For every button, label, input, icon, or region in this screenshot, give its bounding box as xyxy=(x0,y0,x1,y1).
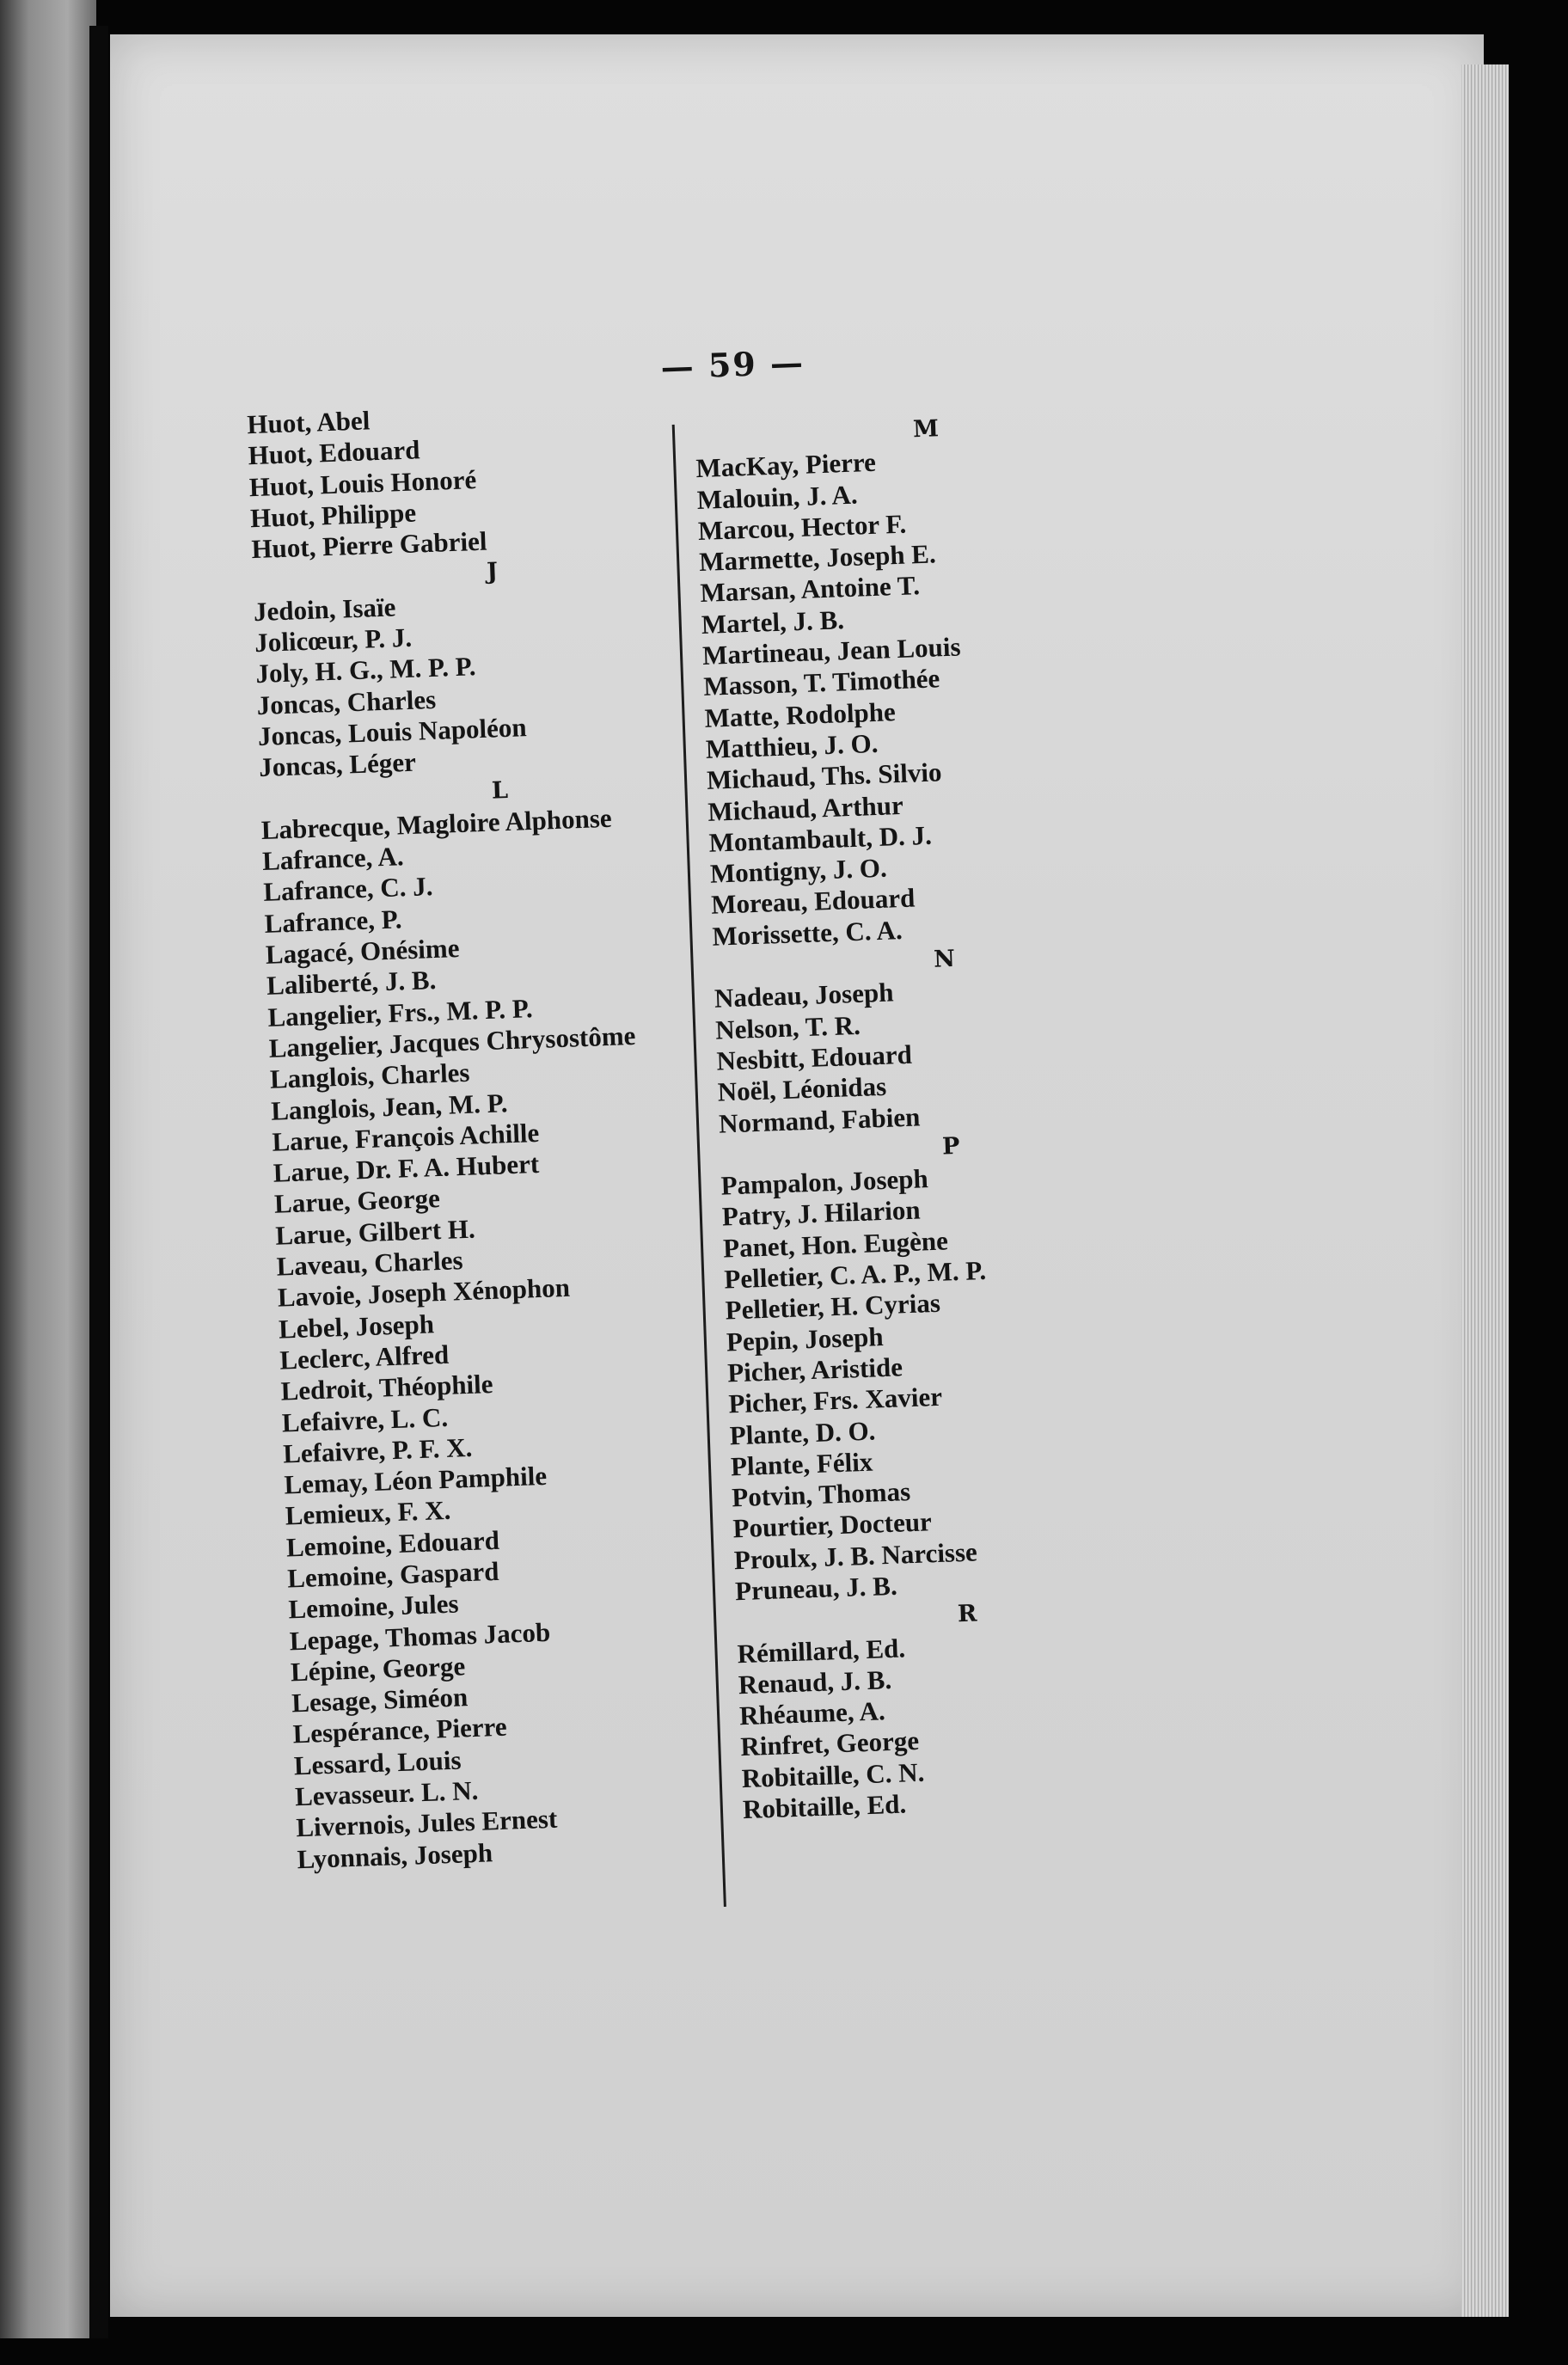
name-entry: MacKay, Pierre xyxy=(695,447,877,484)
name-entry: Renaud, J. B. xyxy=(738,1663,892,1700)
name-entry: Montigny, J. O. xyxy=(709,852,888,889)
name-entry: Larue, George xyxy=(273,1183,441,1220)
name-entry: Langelier, Jacques Chrysostôme xyxy=(268,1020,636,1063)
name-entry: Matte, Rodolphe xyxy=(704,695,897,733)
name-entry: Larue, Gilbert H. xyxy=(274,1213,476,1251)
name-entry: Normand, Fabien xyxy=(718,1100,921,1139)
name-entry: Lemoine, Edouard xyxy=(285,1524,500,1563)
name-entry: Noël, Léonidas xyxy=(717,1071,887,1107)
section-letter-heading: J xyxy=(486,558,500,586)
name-entry: Jedoin, Isaïe xyxy=(253,591,396,627)
name-entry: Lepage, Thomas Jacob xyxy=(289,1616,551,1656)
name-entry: Lafrance, C. J. xyxy=(262,871,434,908)
name-entry: Labrecque, Magloire Alphonse xyxy=(260,802,613,845)
name-entry: Plante, Félix xyxy=(730,1446,873,1482)
name-entry: Proulx, J. B. Narcisse xyxy=(733,1536,978,1575)
name-entry: Pelletier, H. Cyrias xyxy=(725,1288,941,1326)
name-entry: Joncas, Louis Napoléon xyxy=(257,712,528,752)
name-entry: Michaud, Ths. Silvio xyxy=(706,757,942,796)
name-entry: Pampalon, Joseph xyxy=(720,1163,929,1201)
name-entry: Panet, Hon. Eugène xyxy=(722,1225,949,1264)
section-letter-heading: L xyxy=(491,776,511,805)
right-name-column xyxy=(695,406,1208,1825)
name-entry: Lesage, Siméon xyxy=(291,1682,469,1719)
name-entry: Leclerc, Alfred xyxy=(279,1339,450,1375)
name-entry: Langelier, Frs., M. P. P. xyxy=(266,992,534,1032)
name-entry: Morissette, C. A. xyxy=(711,914,903,952)
name-entry: Michaud, Arthur xyxy=(707,789,904,827)
name-entry: Lafrance, P. xyxy=(264,904,403,939)
name-entry: Martineau, Jean Louis xyxy=(701,631,962,671)
name-entry: Laliberté, J. B. xyxy=(266,965,437,1002)
name-entry: Pepin, Joseph xyxy=(726,1320,885,1357)
name-entry: Robitaille, Ed. xyxy=(742,1788,907,1825)
section-letter-heading: P xyxy=(941,1132,962,1161)
name-entry: Joly, H. G., M. P. P. xyxy=(254,651,477,689)
name-entry: Huot, Philippe xyxy=(249,497,417,534)
name-entry: Lavoie, Joseph Xénophon xyxy=(277,1272,571,1313)
section-letter-heading: M xyxy=(912,415,941,444)
name-entry: Joncas, Charles xyxy=(256,683,437,720)
name-entry: Lemay, Léon Pamphile xyxy=(283,1460,548,1500)
name-entry: Huot, Louis Honoré xyxy=(248,463,477,502)
name-entry: Matthieu, J. O. xyxy=(705,727,879,764)
name-entry: Pelletier, C. A. P., M. P. xyxy=(723,1254,987,1295)
name-entry: Huot, Edouard xyxy=(248,434,420,471)
name-entry: Laveau, Charles xyxy=(275,1245,464,1282)
name-entry: Malouin, J. A. xyxy=(696,479,859,515)
name-entry: Larue, François Achille xyxy=(271,1117,540,1157)
name-entry: Pruneau, J. B. xyxy=(734,1570,898,1607)
name-entry: Moreau, Edouard xyxy=(710,882,916,921)
name-entry: Montambault, D. J. xyxy=(708,819,933,858)
name-entry: Rémillard, Ed. xyxy=(737,1633,906,1669)
name-entry: Lefaivre, P. F. X. xyxy=(282,1431,473,1469)
name-entry: Marcou, Hector F. xyxy=(697,508,907,546)
name-entry: Lebel, Joseph xyxy=(278,1308,435,1345)
page-number: — 59 — xyxy=(659,342,805,387)
name-entry: Plante, D. O. xyxy=(729,1414,876,1450)
name-entry: Livernois, Jules Ernest xyxy=(295,1804,558,1843)
name-entry: Lessard, Louis xyxy=(293,1744,462,1781)
name-entry: Nesbitt, Edouard xyxy=(715,1039,913,1076)
name-entry: Masson, T. Timothée xyxy=(702,663,940,702)
name-entry: Nelson, T. R. xyxy=(714,1009,861,1045)
name-entry: Pourtier, Docteur xyxy=(732,1506,933,1544)
name-entry: Lefaivre, L. C. xyxy=(281,1401,449,1438)
name-entry: Lépine, George xyxy=(290,1651,466,1688)
name-entry: Lyonnais, Joseph xyxy=(297,1836,493,1874)
name-entry: Langlois, Charles xyxy=(269,1057,470,1095)
name-entry: Marmette, Joseph E. xyxy=(698,538,937,578)
name-entry: Marsan, Antoine T. xyxy=(699,570,921,609)
name-entry: Lespérance, Pierre xyxy=(291,1712,508,1749)
name-entry: Jolicœur, P. J. xyxy=(254,622,413,659)
name-entry: Lemoine, Gaspard xyxy=(286,1555,500,1594)
name-entry: Lafrance, A. xyxy=(261,841,405,877)
section-letter-heading: R xyxy=(957,1600,979,1628)
name-entry: Potvin, Thomas xyxy=(731,1476,911,1513)
name-entry: Picher, Aristide xyxy=(726,1351,903,1388)
name-entry: Langlois, Jean, M. P. xyxy=(270,1087,509,1126)
name-entry: Robitaille, C. N. xyxy=(741,1756,925,1793)
name-entry: Huot, Pierre Gabriel xyxy=(250,525,487,565)
name-entry: Rinfret, George xyxy=(739,1725,920,1762)
name-entry: Patry, J. Hilarion xyxy=(721,1194,922,1232)
name-entry: Larue, Dr. F. A. Hubert xyxy=(273,1149,540,1188)
name-entry: Joncas, Léger xyxy=(258,746,417,783)
name-entry: Ledroit, Théophile xyxy=(280,1369,494,1406)
name-entry: Lemieux, F. X. xyxy=(285,1495,451,1531)
name-entry: Huot, Abel xyxy=(246,405,371,440)
name-entry: Martel, J. B. xyxy=(701,604,845,640)
name-entry: Lemoine, Jules xyxy=(287,1588,460,1625)
name-entry: Rhéaume, A. xyxy=(738,1695,886,1731)
name-entry: Levasseur. L. N. xyxy=(294,1774,479,1812)
name-entry: Nadeau, Joseph xyxy=(714,977,894,1014)
name-entry: Picher, Frs. Xavier xyxy=(727,1381,943,1419)
name-entry: Lagacé, Onésime xyxy=(265,933,460,970)
section-letter-heading: N xyxy=(933,945,958,973)
